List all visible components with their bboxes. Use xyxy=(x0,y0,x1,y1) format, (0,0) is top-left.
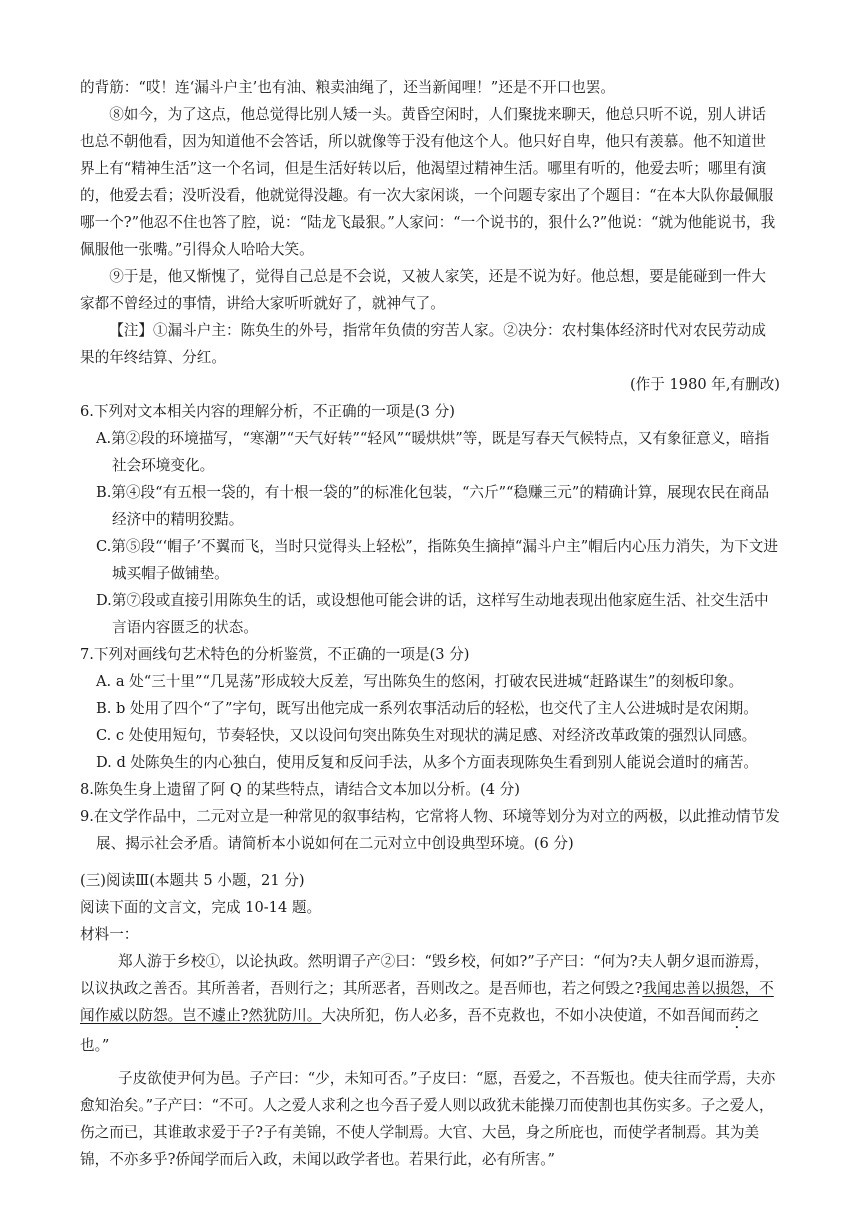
question-6-option-b: B.第④段“有五根一袋的，有十根一袋的”的标准化包装，“六斤”“稳赚三元”的精确计算，展现农民在商品经济中的精明狡黠。 xyxy=(96,484,770,528)
question-7-option-b: B. b 处用了四个“了”字句，既写出他完成一系列农事活动后的轻松，也交代了主人公进城时是农闲期。 xyxy=(96,700,758,717)
section-3-instruction: 阅读下面的文言文，完成 10-14 题。 xyxy=(80,899,322,916)
question-7-stem: 7.下列对画线句艺术特色的分析鉴赏，不正确的一项是(3 分) xyxy=(80,646,470,663)
question-7-option-d: D. d 处陈奂生的内心独白，使用反复和反问手法，从多个方面表现陈奂生看到别人能说会道时的痛苦。 xyxy=(96,754,758,771)
classical-paragraph-2: 子皮欲使尹何为邑。子产曰：“少，未知可否。”子皮曰：“愿，吾爱之，不吾叛也。使夫往而学焉，夫亦愈知治矣。”子产曰：“不可。人之爱人求利之也今吾子爱人则以政犹未能操刀而使割也其伤实多。子之爱人，伤之而已，其谁敢求爱于子?子有美锦，不使人学制焉。大官、大邑，身之所庇也，而使学者制焉。其为美锦，不亦多乎?侨闻学而后入政，未闻以政学者也。若果行此，必有所害。” xyxy=(80,1070,776,1168)
question-7-option-a: A. a 处“三十里”“几晃荡”形成较大反差，写出陈奂生的悠闲，打破农民进城“赶路谋生”的刻板印象。 xyxy=(96,673,744,690)
question-9: 9.在文学作品中，二元对立是一种常见的叙事结构，它常将人物、环境等划分为对立的两极，以此推动情节发展、揭示社会矛盾。请简析本小说如何在二元对立中创设典型环境。(6 分) xyxy=(80,808,780,852)
story-paragraph-8: ⑧如今，为了这点，他总觉得比别人矮一头。黄昏空闲时，人们聚拢来聊天，他总只听不说，别人讲话也总不朝他看，因为知道他不会答话，所以就像等于没有他这个人。他只好自卑，他只有羡慕。他不知道世界上有“精神生活”这一个名词，但是生活好转以后，他渴望过精神生活。哪里有听的，他爱去听；哪里有演的，他爱去看；没听没看，他就觉得没趣。有一次大家闲谈，一个问题专家出了个题目：“在本大队你最佩服哪一个?”他忍不住也答了腔，说：“陆龙飞最狠。”人家问：“一个说书的，狠什么?”他说：“就为他能说书，我佩服他一张嘴。”引得众人哈哈大笑。 xyxy=(80,106,776,258)
story-paragraph-9: ⑨于是，他又惭愧了，觉得自己总是不会说，又被人家笑，还是不说为好。他总想，要是能碰到一件大家都不曾经过的事情，讲给大家听听就好了，就神气了。 xyxy=(80,268,766,312)
section-gap xyxy=(80,857,780,867)
underlined-sentence: 我闻忠善以损怨，不闻作威以防怨。岂不遽止?然犹防川。 xyxy=(80,980,774,1024)
story-note: 【注】①漏斗户主：陈奂生的外号，指常年负债的穷苦人家。②决分：农村集体经济时代对农民劳动成果的年终结算、分红。 xyxy=(80,322,766,366)
question-8: 8.陈奂生身上遗留了阿 Q 的某些特点，请结合文本加以分析。(4 分) xyxy=(80,781,520,798)
story-source: (作于 1980 年,有删改) xyxy=(629,376,780,393)
question-6-option-a: A.第②段的环境描写，“寒潮”“天气好转”“轻风”“暖烘烘”等，既是写春天气候特点，又有象征意义，暗指社会环境变化。 xyxy=(96,430,770,474)
classical-paragraph-1 xyxy=(80,948,780,1059)
classical-paragraph-1-part-a: 郑人游于乡校①，以论执政。然明谓子产②曰：“毁乡校，何如?”子产曰：“何为?夫人朝夕退而游焉，以议执政之善否。其所善者，吾则行之；其所恶者，吾则改之。是吾师也，若之何毁之? xyxy=(80,953,769,997)
question-6-option-d: D.第⑦段或直接引用陈奂生的话，或设想他可能会讲的话，这样写生动地表现出他家庭生活、社交生活中言语内容匮乏的状态。 xyxy=(96,592,769,636)
material-1-label: 材料一： xyxy=(80,926,139,943)
dotted-character: 药 xyxy=(729,1007,745,1024)
question-6-stem: 6.下列对文本相关内容的理解分析，不正确的一项是(3 分) xyxy=(80,403,455,420)
classical-paragraph-1-part-c: 之也。” xyxy=(80,1007,760,1054)
classical-paragraph-1-part-b: 大决所犯，伤人必多，吾不克救也，不如小决使道，不如吾闻而 xyxy=(321,1007,730,1024)
story-paragraph-continued: 的背筋：“哎！连‘漏斗户主’也有油、粮卖油绳了，还当新闻哩！”还是不开口也罢。 xyxy=(80,79,615,96)
question-6-option-c: C.第⑤段“‘帽子’不翼而飞，当时只觉得头上轻松”，指陈奂生摘掉“漏斗户主”帽后内心压力消失，为下文进城买帽子做铺垫。 xyxy=(96,538,778,582)
question-7-option-c: C. c 处使用短句，节奏轻快，又以设问句突出陈奂生对现状的满足感、对经济改革政策的强烈认同感。 xyxy=(96,727,757,744)
section-3-heading: (三)阅读Ⅲ(本题共 5 小题，21 分) xyxy=(80,872,305,889)
